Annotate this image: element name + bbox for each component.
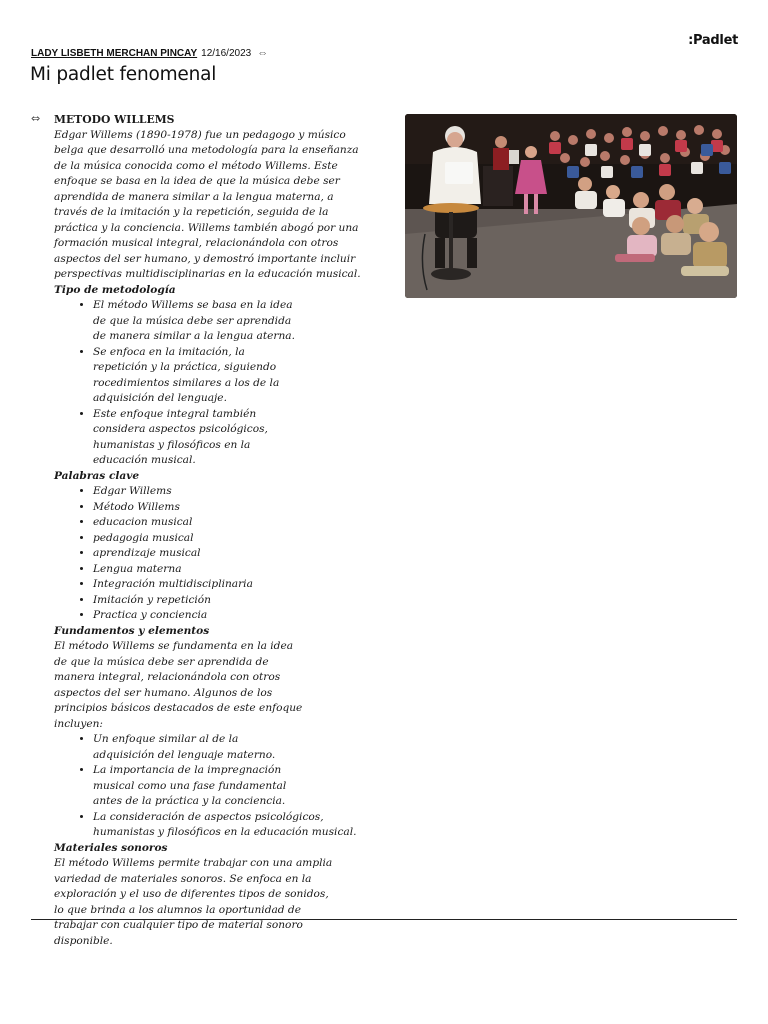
fundamentos-list [54,732,374,841]
list-item: • Se enfoca en la imitación, la repetición y la práctica, siguiendo rocedimientos similares a los de la adquisición del lenguaje. [93,345,298,407]
post-link-icon[interactable]: ⇔ [31,112,41,125]
link-icon[interactable]: ⇔ [257,47,269,59]
section-heading-tipo: Tipo de metodología [54,283,176,296]
post-image[interactable] [405,114,737,298]
section-heading-materiales: Materiales sonoros [54,841,168,854]
post-title: METODO WILLEMS [54,113,175,126]
page-title: Mi padlet fenomenal [30,64,217,85]
list-item: • aprendizaje musical [93,546,374,562]
section-heading-fundamentos: Fundamentos y elementos [54,624,210,637]
list-item: • Edgar Willems [93,484,374,500]
tipo-list [54,298,298,469]
list-item: • educacion musical [93,515,374,531]
footer-divider [31,919,737,920]
intro-text: Edgar Willems (1890-1978) fue un pedagogo y músico belga que desarrolló una metodología para la enseñanza de la música conocida como el método Willems. Este enfoque se basa en la idea de que la música debe ser aprendida de manera similar a la lengua materna, a través de la imitación y la repetición, seguida de la práctica y la conciencia. Willems también abogó por una formación musical integral, relacionándola con otros aspectos del ser humano, y demostró importante incluir perspectivas multidisciplinarias en la educación musical. [54,128,361,280]
list-item: • Imitación y repetición [93,593,374,609]
fundamentos-text: El método Willems se fundamenta en la idea de que la música debe ser aprendida de manera integral, relacionándola con otros aspectos del ser humano. Algunos de los principios básicos destacados de este enfoque incluyen: [54,640,303,730]
list-item: • La consideración de aspectos psicológicos, humanistas y filosóficos en la educación musical. [93,810,374,841]
author-link[interactable]: LADY LISBETH MERCHAN PINCAY [31,47,198,59]
list-item: • Método Willems [93,500,374,516]
post-card [54,112,374,949]
list-item: • Lengua materna [93,562,374,578]
list-item: • Practica y conciencia [93,608,374,624]
classroom-photo [405,114,737,298]
list-item: • Un enfoque similar al de la adquisición del lenguaje materno. [93,732,283,763]
post-meta [31,47,268,59]
padlet-logo[interactable]: :Padlet [688,33,738,48]
materiales-text: El método Willems permite trabajar con una amplia variedad de materiales sonoros. Se enfoca en la exploración y el uso de diferentes tipos de sonidos, lo que brinda a los alumnos la oportunidad de trabajar con cualquier tipo de material sonoro disponible. [54,857,333,947]
list-item: • Este enfoque integral también considera aspectos psicológicos, humanistas y filosóficos en la educación musical. [93,407,298,469]
list-item: • pedagogia musical [93,531,374,547]
section-heading-palabras: Palabras clave [54,469,140,482]
list-item: • El método Willems se basa en la idea de que la música debe ser aprendida de manera similar a la lengua aterna. [93,298,298,345]
list-item: • Integración multidisciplinaria [93,577,374,593]
post-date: 12/16/2023 [201,47,252,59]
keywords-list [54,484,374,624]
list-item: • La importancia de la impregnación musical como una fase fundamental antes de la práctica y la conciencia. [93,763,293,810]
